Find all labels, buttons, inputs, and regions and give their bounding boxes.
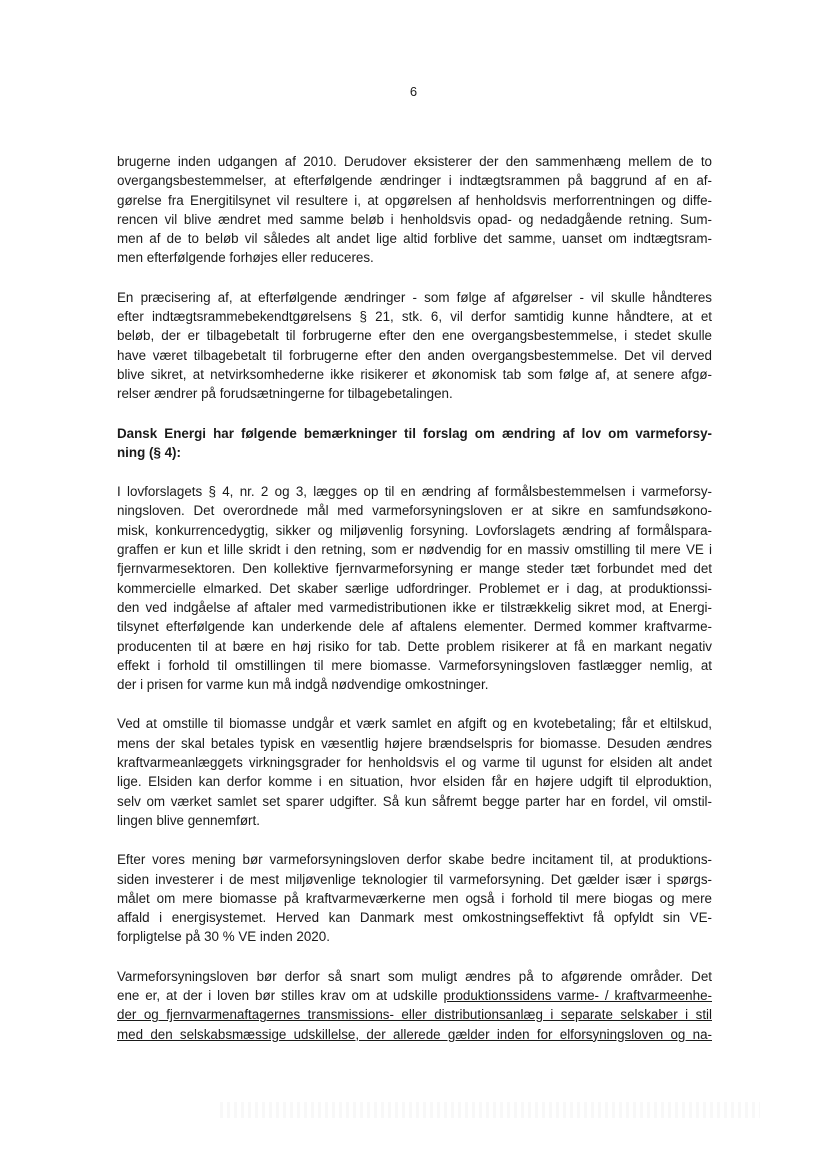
- paragraph-6: [117, 967, 712, 1044]
- paragraph-1: [117, 152, 712, 268]
- text-line: graffen er kun et lille skridt i den retning, som er nødvendig for en massiv omstilling til mere VE i: [117, 542, 712, 558]
- heading-line: ning (§ 4):: [117, 444, 181, 460]
- paragraph-4: [117, 714, 712, 830]
- section-heading: [117, 424, 712, 463]
- underlined-text-line: der og fjernvarmenaftagernes transmissions- eller distributionsanlæg i separate selskaber i stil: [117, 1007, 712, 1023]
- text-line: affald i energisystemet. Herved kan Danmark mest omkostningseffektivt få opfyldt sin VE-: [117, 910, 712, 926]
- underlined-text: produktionssidens varme- / kraftvarmeenhe-: [443, 987, 712, 1003]
- text-line: fjernvarmesektoren. Den kollektive fjernvarmeforsyning er mange steder tæt forbundet med det: [117, 561, 712, 577]
- text-line: efter indtægtsrammebekendtgørelsens § 21, stk. 6, vil derfor samtidig kunne håndtere, at et: [117, 309, 712, 325]
- text-line: effekt i forhold til omstillingen til mere biomasse. Varmeforsyningsloven fastlægger nemlig, at: [117, 657, 712, 673]
- text-line: ningsloven. Det overordnede mål med varmeforsyningsloven er at sikre en samfundsøkono-: [117, 503, 712, 519]
- text-line: En præcisering af, at efterfølgende ændringer - som følge af afgørelser - vil skulle håndteres: [117, 289, 712, 305]
- text-line: kommercielle elmarked. Det skaber særlige udfordringer. Problemet er i dag, at produktionssi-: [117, 580, 712, 596]
- text-line: men efterfølgende forhøjes eller reduceres.: [117, 250, 374, 266]
- text-line: mens der skal betales typisk en væsentlig højere brændselspris for biomasse. Desuden ændres: [117, 735, 712, 751]
- text-line: men af de to beløb vil således alt andet lige altid forblive det samme, uanset om indtægtsram-: [117, 231, 712, 247]
- paragraph-5: [117, 850, 712, 946]
- text-line: siden investerer i de mest miljøvenlige teknologier til varmeforsyning. Det gælder især i spørgs-: [117, 871, 712, 887]
- text-line: I lovforslagets § 4, nr. 2 og 3, lægges op til en ændring af formålsbestemmelsen i varmeforsy-: [117, 484, 712, 500]
- text-line: have været tilbagebetalt til forbrugerne efter den anden overgangsbestemmelse. Det vil derved: [117, 347, 712, 363]
- text-line: [117, 986, 712, 1005]
- heading-line: Dansk Energi har følgende bemærkninger til forslag om ændring af lov om varmeforsy-: [117, 425, 712, 441]
- document-body: [117, 152, 712, 1064]
- text-line: misk, konkurrencedygtig, sikker og miljøvenlig forsyning. Lovforslagets ændring af formålspara-: [117, 522, 712, 538]
- text-line: lingen blive gennemført.: [117, 812, 260, 828]
- text-line: forpligtelse på 30 % VE inden 2020.: [117, 929, 330, 945]
- plain-text: ene er, at der i loven bør stilles krav om at udskille: [117, 987, 444, 1003]
- text-line: Varmeforsyningsloven bør derfor så snart som muligt ændres på to afgørende områder. Det: [117, 968, 712, 984]
- text-line: producenten til at bære en høj risiko for tab. Dette problem risikerer at få en markant negativ: [117, 638, 712, 654]
- text-line: overgangsbestemmelser, at efterfølgende ændringer i indtægtsrammen på baggrund af en af-: [117, 173, 712, 189]
- text-line: målet om mere biomasse på kraftvarmeværkerne men også i forhold til mere biogas og mere: [117, 890, 712, 906]
- text-line: brugerne inden udgangen af 2010. Derudover eksisterer der den sammenhæng mellem de to: [117, 154, 712, 169]
- text-line: der i prisen for varme kun må indgå nødvendige omkostninger.: [117, 677, 489, 693]
- text-line: Ved at omstille til biomasse undgår et værk samlet en afgift og en kvotebetaling; får et eltilskud,: [117, 716, 712, 732]
- text-line: Efter vores mening bør varmeforsyningsloven derfor skabe bedre incitament til, at produktions-: [117, 852, 712, 868]
- text-line: kraftvarmeanlæggets virkningsgrader for henholdsvis el og varme til ugunst for elsiden alt andet: [117, 755, 712, 771]
- paragraph-2: [117, 288, 712, 404]
- text-line: rencen vil blive ændret med samme beløb i henholdsvis opad- og nedadgående retning. Sum-: [117, 211, 712, 227]
- page-number: 6: [409, 84, 418, 99]
- text-line: beløb, der er tilbagebetalt til forbrugerne efter den ene overgangsbestemmelse, i stedet skulle: [117, 328, 712, 344]
- scan-artifact: [220, 1102, 760, 1118]
- text-line: blive sikret, at netvirksomhederne ikke risikerer et økonomisk tab som følge af, at senere afgø-: [117, 366, 712, 382]
- underlined-text-line: med den selskabsmæssige udskillelse, der allerede gælder inden for elforsyningsloven og na-: [117, 1026, 712, 1042]
- text-line: relser ændrer på forudsætningerne for tilbagebetalingen.: [117, 386, 453, 402]
- text-line: gørelse fra Energitilsynet vil resultere i, at opgørelsen af henholdsvis merforrentningen og diffe-: [117, 192, 712, 208]
- text-line: den ved indgåelse af aftaler med varmedistributionen ikke er tilstrækkelig sikret mod, at Energi-: [117, 599, 712, 615]
- text-line: selv om værket samlet set sparer udgifter. Så kun såfremt begge parter har en fordel, vil omstil-: [117, 793, 712, 809]
- paragraph-3: [117, 482, 712, 694]
- text-line: tilsynet efterfølgende kan underkende dele af aftalens elementer. Dermed kommer kraftvarme-: [117, 619, 712, 635]
- text-line: lige. Elsiden kan derfor komme i en situation, hvor elsiden får en højere udgift til elproduktion,: [117, 774, 712, 790]
